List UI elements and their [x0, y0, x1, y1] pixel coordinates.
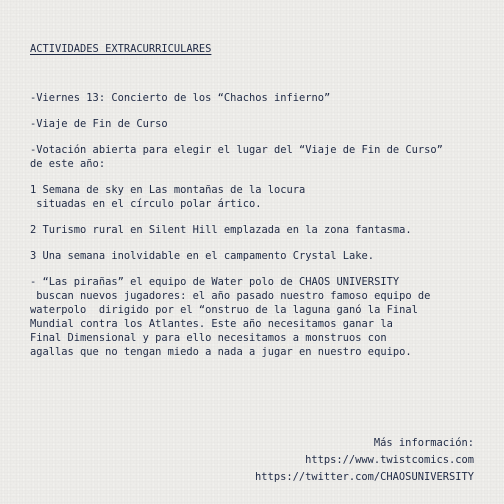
- water-polo-line-4: Mundial contra los Atlantes. Este año necesitamos ganar la: [30, 318, 393, 330]
- water-polo-line-1: - “Las pirañas” el equipo de Water polo de CHAOS UNIVERSITY: [30, 276, 400, 288]
- water-polo-line-2: buscan nuevos jugadores: el año pasado nuestro famoso equipo de: [30, 290, 431, 302]
- vote-announcement-line-2: de este año:: [30, 158, 106, 170]
- vote-announcement-line-1: -Votación abierta para elegir el lugar del “Viaje de Fin de Curso”: [30, 144, 443, 156]
- water-polo-line-6: agallas que no tengan miedo a nada a jugar en nuestro equipo.: [30, 346, 412, 358]
- website-link[interactable]: https://www.twistcomics.com: [305, 454, 474, 466]
- vote-option-3: 3 Una semana inolvidable en el campamento Crystal Lake.: [30, 250, 375, 262]
- more-info-label: Más información:: [373, 437, 474, 449]
- vote-option-2: 2 Turismo rural en Silent Hill emplazada en la zona fantasma.: [30, 224, 412, 236]
- vote-option-1-line-1: 1 Semana de sky en Las montañas de la locura: [30, 184, 306, 196]
- activity-viaje: -Viaje de Fin de Curso: [30, 118, 168, 130]
- water-polo-line-5: Final Dimensional y para ello necesitamos a monstruos con: [30, 332, 387, 344]
- water-polo-line-3: waterpolo dirigido por el “onstruo de la laguna ganó la Final: [30, 304, 418, 316]
- page-title: ACTIVIDADES EXTRACURRICULARES: [30, 43, 212, 55]
- twitter-link[interactable]: https://twitter.com/CHAOSUNIVERSITY: [255, 471, 474, 483]
- activity-viernes: -Viernes 13: Concierto de los “Chachos infierno”: [30, 92, 331, 104]
- vote-option-1-line-2: situadas en el círculo polar ártico.: [30, 198, 262, 210]
